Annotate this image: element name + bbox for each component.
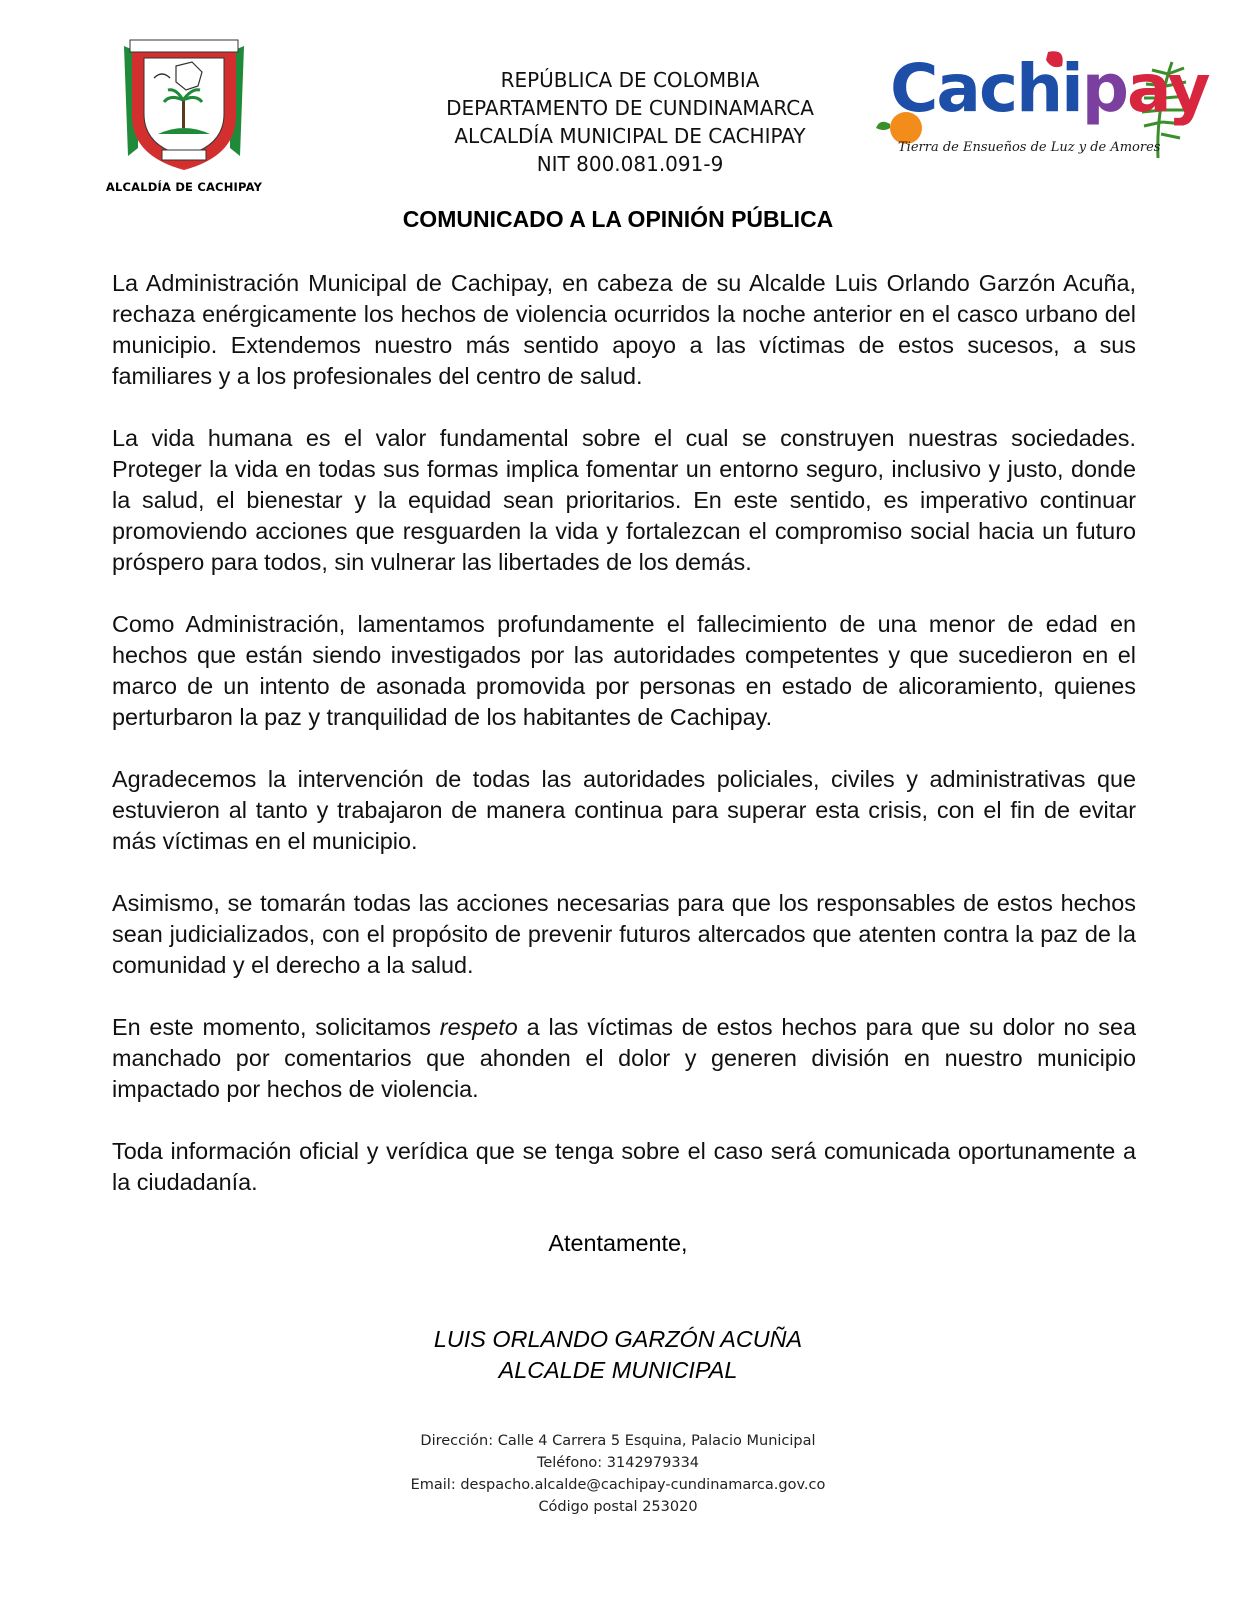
logo-word-part-1: Cachi [890,50,1082,127]
body-paragraph-4: Agradecemos la intervención de todas las autoridades policiales, civiles y administrativas que estuvieron al tanto y trabajaron de manera continua para superar esta crisis, con el fin de evitar más víctimas en el municipio. [112,766,1136,854]
footer-email: Email: despacho.alcalde@cachipay-cundinamarca.gov.co [410,1477,826,1493]
footer-phone: Teléfono: 3142979334 [536,1455,700,1471]
crest-caption: ALCALDÍA DE CACHIPAY [105,180,263,194]
logo-slogan: Tierra de Ensueños de Luz y de Amores [898,140,1161,155]
contact-footer [0,1430,1236,1518]
header-country: REPÚBLICA DE COLOMBIA [500,68,760,92]
closing-salutation: Atentamente, [548,1230,688,1256]
signature-block [0,1324,1236,1386]
document-body [112,268,1136,1229]
footer-address: Dirección: Calle 4 Carrera 5 Esquina, Palacio Municipal [420,1433,816,1449]
body-paragraph-7: Toda información oficial y verídica que se tenga sobre el caso será comunicada oportunamente a la ciudadanía. [112,1138,1136,1195]
body-paragraph-5: Asimismo, se tomarán todas las acciones necesarias para que los responsables de estos hechos sean judicializados, con el propósito de prevenir futuros altercados que atenten contra la paz de la comunidad y el derecho a la salud. [112,890,1136,978]
document-title: COMUNICADO A LA OPINIÓN PÚBLICA [402,206,834,232]
body-paragraph-3: Como Administración, lamentamos profundamente el fallecimiento de una menor de edad en hechos que están siendo investigados por las autoridades competentes y que sucedieron en el marco de un intento de asonada promovida por personas en estado de alicoramiento, quienes perturbaron la paz y tranquilidad de los habitantes de Cachipay. [112,611,1136,730]
body-paragraph-1: La Administración Municipal de Cachipay, en cabeza de su Alcalde Luis Orlando Garzón Acuña, rechaza enérgicamente los hechos de violencia ocurridos la noche anterior en el casco urbano del municipio. Extendemos nuestro más sentido apoyo a las víctimas de estos sucesos, a sus familiares y a los profesionales del centro de salud. [112,270,1136,389]
body-paragraph-2: La vida humana es el valor fundamental sobre el cual se construyen nuestras sociedades. Proteger la vida en todas sus formas implica fomentar un entorno seguro, inclusivo y justo, donde la salud, el bienestar y la equidad sean prioritarios. En este sentido, es imperativo continuar promoviendo acciones que resguarden la vida y fortalezcan el compromiso social hacia un futuro próspero para todos, sin vulnerar las libertades de los demás. [112,425,1136,575]
logo-word-part-3: ay [1126,50,1209,127]
signatory-role: ALCALDE MUNICIPAL [498,1357,738,1383]
document-header [360,66,900,178]
respeto-before: En este momento, solicitamos [112,1014,440,1040]
logo-word-part-2: p [1081,50,1127,127]
cachipay-town-logo [876,48,1209,172]
logo-wordmark [890,50,1209,127]
respeto-after: a las víctimas de estos hechos para que su dolor no sea manchado por comentarios que ahonden el dolor y generen división en nuestro municipio impactado por hechos de violencia. [112,1014,1136,1102]
header-mayoralty: ALCALDÍA MUNICIPAL DE CACHIPAY [454,124,806,148]
municipal-crest [104,38,264,198]
respeto-emphasis: respeto [439,1014,518,1040]
header-department: DEPARTAMENTO DE CUNDINAMARCA [446,96,814,120]
body-paragraph-6 [112,1012,1136,1105]
crest-emblem-icon [118,38,250,178]
signatory-name: LUIS ORLANDO GARZÓN ACUÑA [433,1326,803,1352]
footer-postal-code: Código postal 253020 [538,1499,698,1515]
header-nit: NIT 800.081.091-9 [536,152,724,176]
